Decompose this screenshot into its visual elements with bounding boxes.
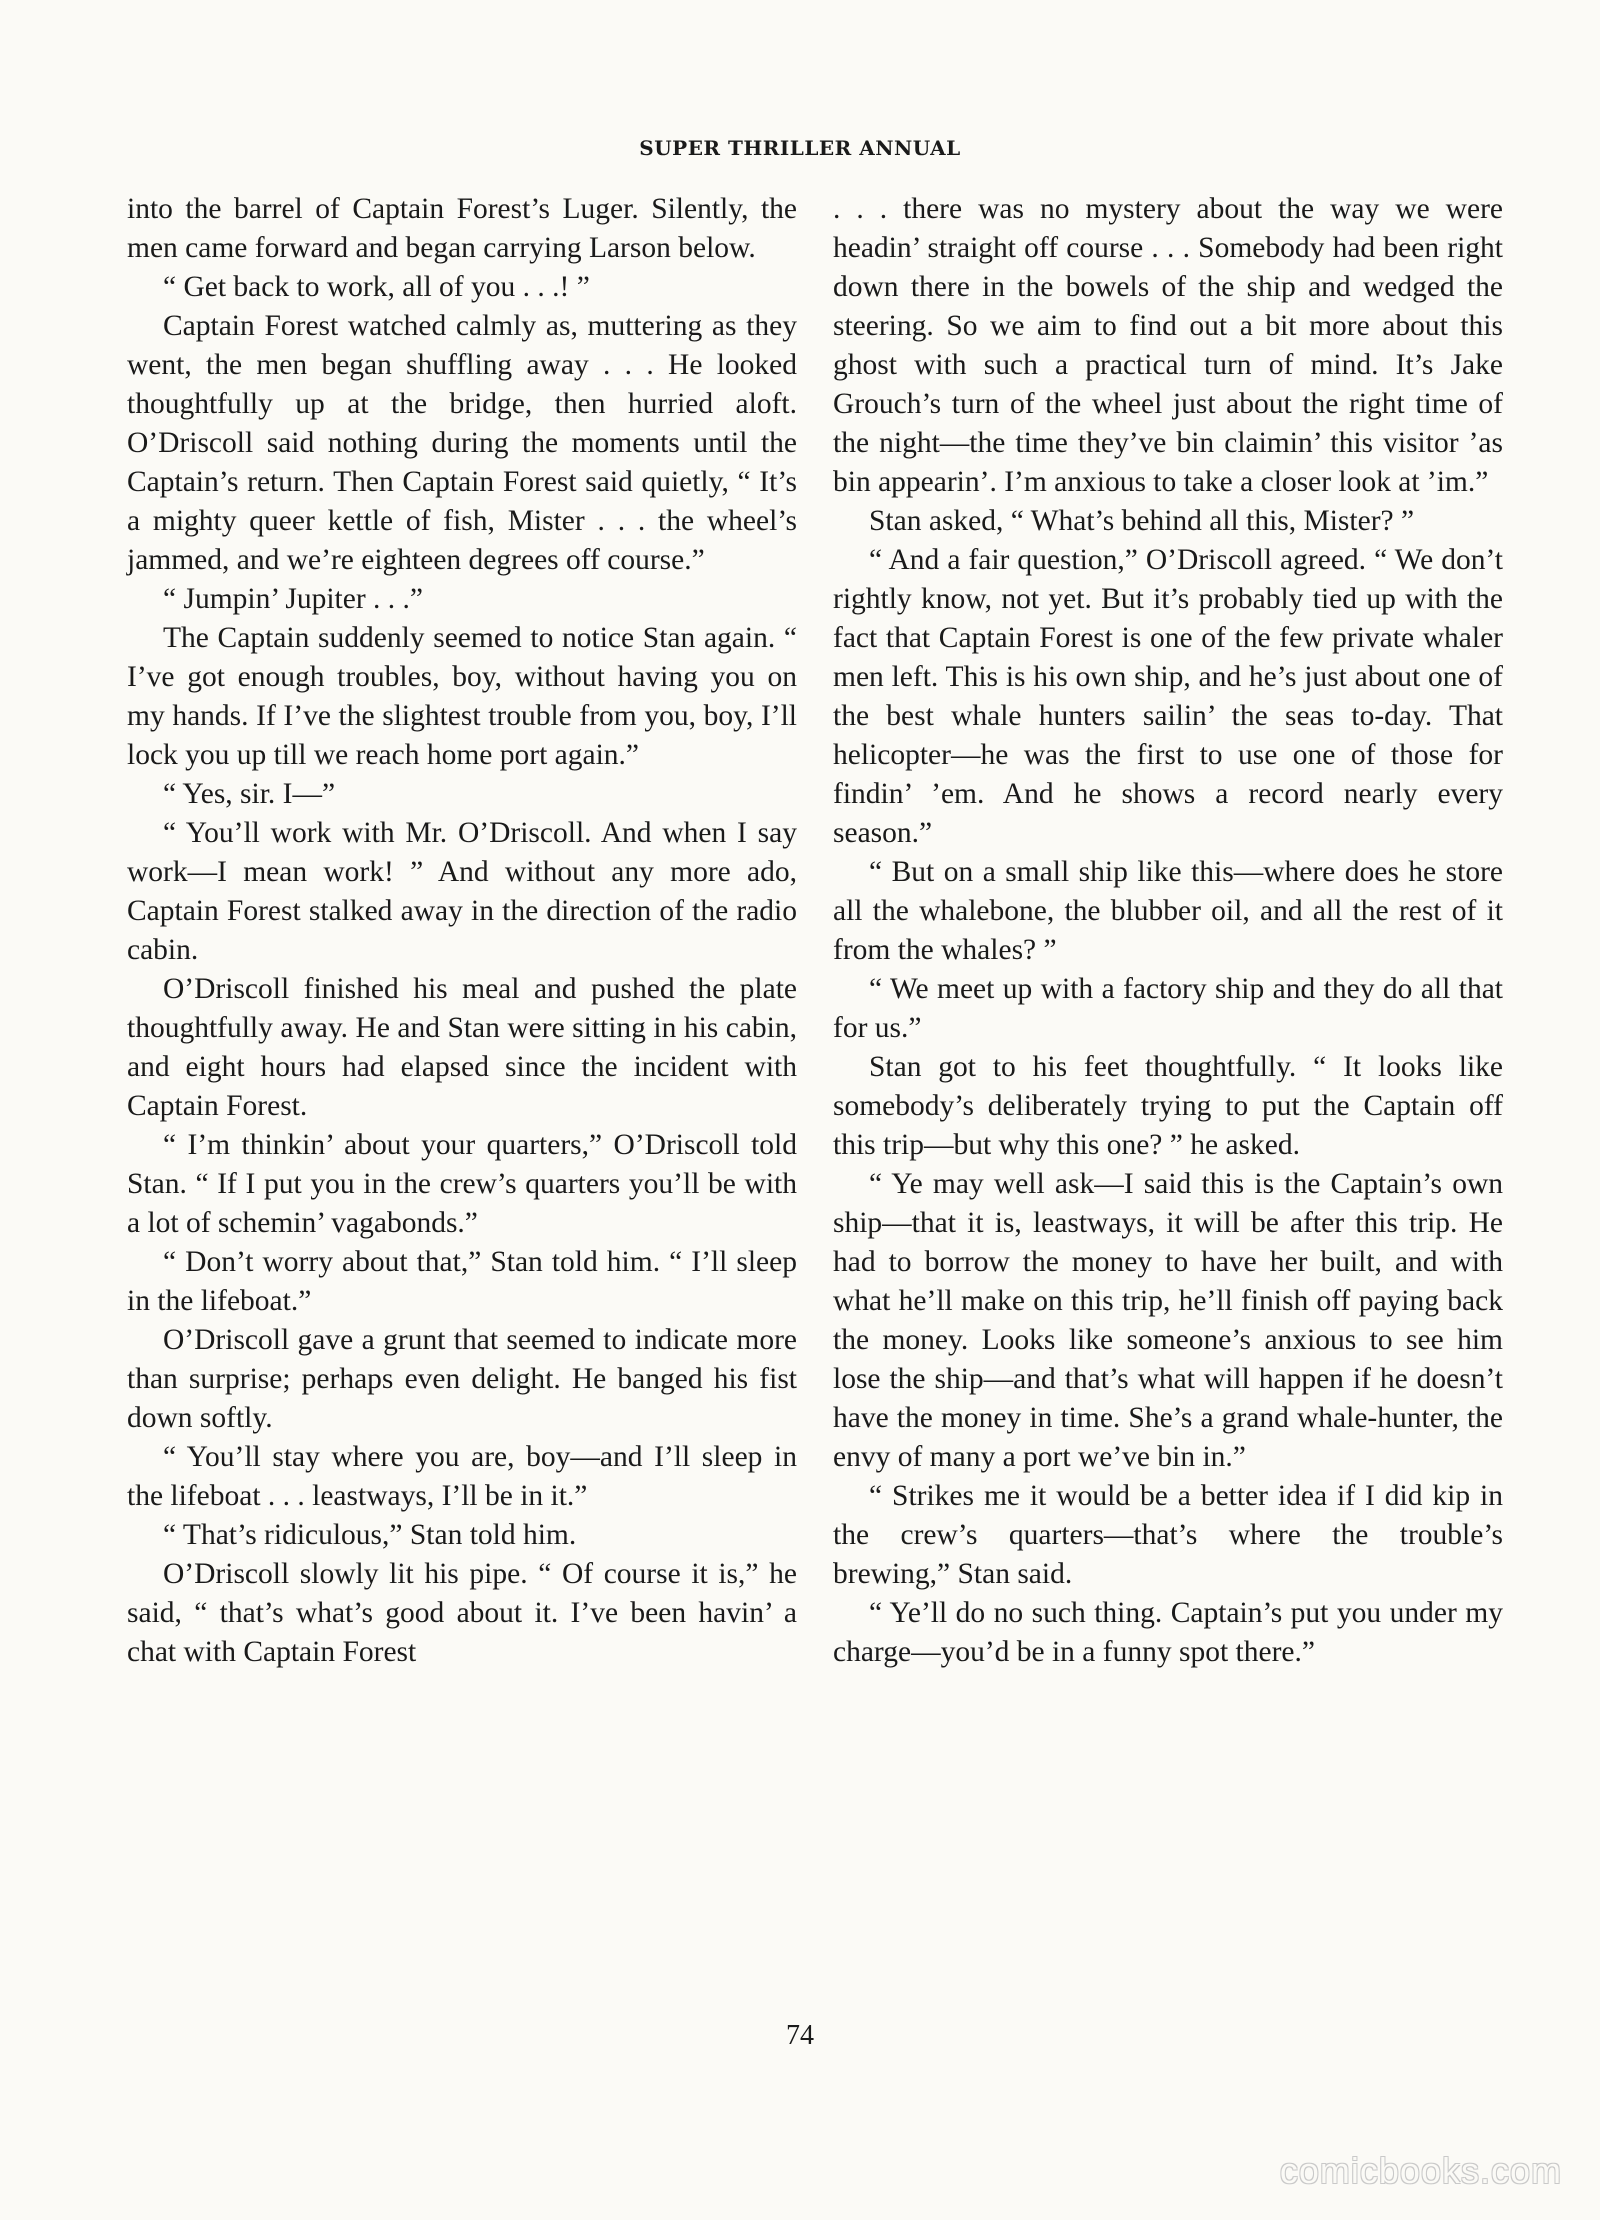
paragraph: “ Strikes me it would be a better idea if I did kip in the crew’s quarters—that’s where the trouble’s brewing,” Stan said.: [833, 1480, 1503, 1590]
paragraph: “ Get back to work, all of you . . .! ”: [163, 271, 590, 303]
paragraph: “ And a fair question,” O’Driscoll agreed. “ We don’t rightly know, not yet. But it’s probably tied up with the fact that Captain Forest is one of the few private whaler men left. This is his own ship, and he’s just about one of the best whale hunters sailin’ the seas to-day. That helicopter—he was the first to use one of those for findin’ ’em. And he shows a record nearly every season.”: [833, 544, 1503, 849]
paragraph: “ You’ll stay where you are, boy—and I’ll sleep in the lifeboat . . . leastways, I’ll be in it.”: [127, 1441, 797, 1512]
paragraph: “ Don’t worry about that,” Stan told him. “ I’ll sleep in the lifeboat.”: [127, 1246, 797, 1317]
paragraph: O’Driscoll gave a grunt that seemed to indicate more than surprise; perhaps even delight. He banged his fist down softly.: [127, 1324, 797, 1434]
left-text-column: [127, 190, 797, 1672]
page-number: 74: [786, 2020, 814, 2051]
paragraph: . . . there was no mystery about the way we were headin’ straight off course . . . Somebody had been right down there in the bowels of the ship and wedged the steering. So we aim to find out a bit more about this ghost with such a practical turn of mind. It’s Jake Grouch’s turn of the wheel just about the right time of the night—the time they’ve bin claimin’ this visitor ’as bin appearin’. I’m anxious to take a closer look at ’im.”: [833, 193, 1503, 498]
paragraph: O’Driscoll slowly lit his pipe. “ Of course it is,” he said, “ that’s what’s good about it. I’ve been havin’ a chat with Captain Forest: [127, 1558, 797, 1668]
running-head: SUPER THRILLER ANNUAL: [639, 136, 961, 160]
paragraph: Captain Forest watched calmly as, muttering as they went, the men began shuffling away . . . He looked thoughtfully up at the bridge, then hurried aloft. O’Driscoll said nothing during the moments until the Captain’s return. Then Captain Forest said quietly, “ It’s a mighty queer kettle of fish, Mister . . . the wheel’s jammed, and we’re eighteen degrees off course.”: [127, 310, 797, 576]
paragraph: “ But on a small ship like this—where does he store all the whalebone, the blubber oil, and all the rest of it from the whales? ”: [833, 856, 1503, 966]
paragraph: “ You’ll work with Mr. O’Driscoll. And when I say work—I mean work! ” And without any more ado, Captain Forest stalked away in the direction of the radio cabin.: [127, 817, 797, 966]
paragraph: “ I’m thinkin’ about your quarters,” O’Driscoll told Stan. “ If I put you in the crew’s quarters you’ll be with a lot of schemin’ vagabonds.”: [127, 1129, 797, 1239]
right-text-column: [833, 190, 1503, 1672]
paragraph: “ Jumpin’ Jupiter . . .”: [163, 583, 423, 615]
watermark: comicbooks.com: [1279, 2150, 1562, 2191]
paragraph: O’Driscoll finished his meal and pushed the plate thoughtfully away. He and Stan were sitting in his cabin, and eight hours had elapsed since the incident with Captain Forest.: [127, 973, 797, 1122]
paragraph: “ We meet up with a factory ship and they do all that for us.”: [833, 973, 1503, 1044]
paragraph: Stan got to his feet thoughtfully. “ It looks like somebody’s deliberately trying to put the Captain off this trip—but why this one? ” he asked.: [833, 1051, 1503, 1161]
paragraph: “ Ye’ll do no such thing. Captain’s put you under my charge—you’d be in a funny spot there.”: [833, 1597, 1503, 1668]
paragraph: The Captain suddenly seemed to notice Stan again. “ I’ve got enough troubles, boy, without having you on my hands. If I’ve the slightest trouble from you, boy, I’ll lock you up till we reach home port again.”: [127, 622, 797, 771]
paragraph: Stan asked, “ What’s behind all this, Mister? ”: [869, 505, 1415, 537]
paragraph: “ Ye may well ask—I said this is the Captain’s own ship—that it is, leastways, it will be after this trip. He had to borrow the money to have her built, and with what he’ll make on this trip, he’ll finish off paying back the money. Looks like someone’s anxious to see him lose the ship—and that’s what will happen if he doesn’t have the money in time. She’s a grand whale-hunter, the envy of many a port we’ve bin in.”: [833, 1168, 1503, 1473]
paragraph: into the barrel of Captain Forest’s Luger. Silently, the men came forward and began carrying Larson below.: [127, 193, 797, 264]
paragraph: “ That’s ridiculous,” Stan told him.: [163, 1519, 577, 1551]
paragraph: “ Yes, sir. I—”: [163, 778, 336, 810]
